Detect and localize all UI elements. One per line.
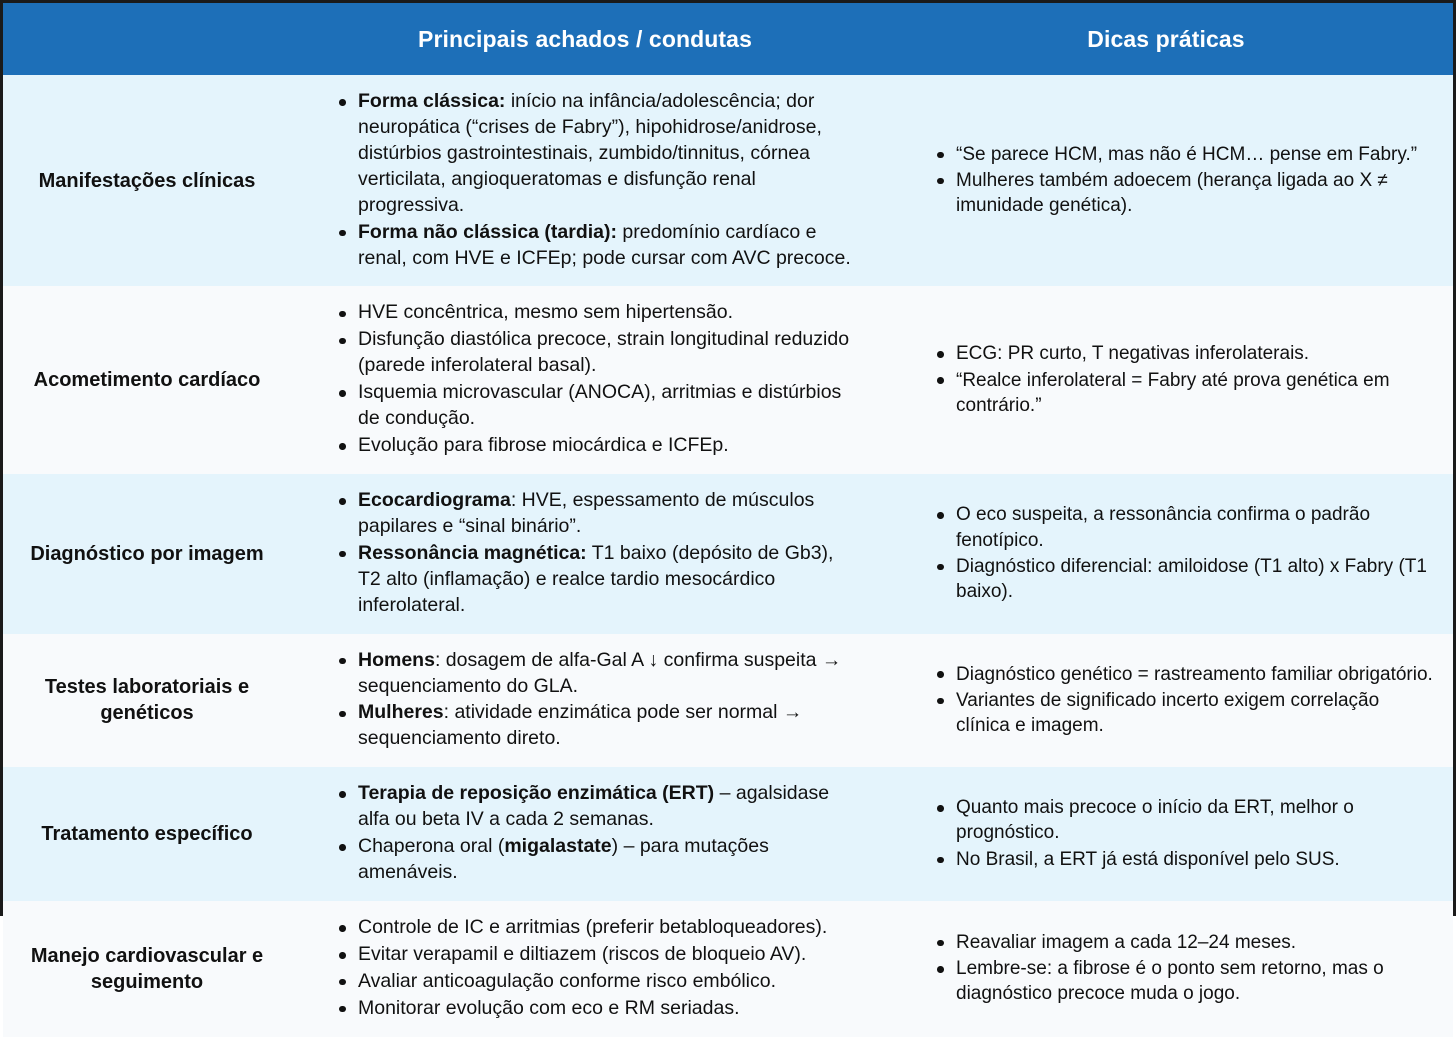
bullet-text: Reavaliar imagem a cada 12–24 meses. — [956, 931, 1297, 953]
bullet-text: ECG: PR curto, T negativas inferolaterais. — [956, 343, 1310, 365]
main-findings-list — [319, 781, 861, 886]
bullet-item — [937, 142, 1435, 167]
row-main-findings — [291, 634, 879, 768]
row-topic-label: Manifestações clínicas — [3, 75, 291, 286]
bullet-item — [339, 220, 861, 272]
column-header-topic — [3, 3, 291, 75]
bullet-text: : atividade enzimática pode ser normal → sequenciamento direto. — [358, 701, 803, 750]
row-practical-tips — [879, 286, 1453, 474]
main-findings-list — [319, 915, 861, 1022]
bullet-item — [339, 648, 861, 700]
bullet-item — [937, 502, 1435, 553]
bullet-text: : dosagem de alfa-Gal A ↓ confirma suspeita → sequenciamento do GLA. — [358, 648, 842, 697]
bullet-lead: Ressonância magnética: — [358, 541, 587, 564]
bullet-text: Diagnóstico genético = rastreamento familiar obrigatório. — [956, 663, 1433, 685]
bullet-item — [339, 488, 861, 540]
bullet-text: Lembre-se: a fibrose é o ponto sem retorno, mas o diagnóstico precoce muda o jogo. — [956, 958, 1384, 1005]
bullet-item — [339, 969, 861, 995]
bullet-text: início na infância/adolescência; dor neuropática (“crises de Fabry”), hipohidrose/anidrose, distúrbios gastrointestinais, zumbido/tinnitus, córnea verticilata, angioqueratomas e disfunção renal progressiva. — [358, 90, 822, 216]
bullet-text: Controle de IC e arritmias (preferir betabloqueadores). — [358, 915, 828, 938]
bullet-text: Chaperona oral (migalastate) – para mutações amenáveis. — [358, 835, 769, 884]
row-main-findings — [291, 901, 879, 1037]
bullet-item — [339, 915, 861, 941]
table-header — [3, 3, 1453, 75]
practical-tips-list — [917, 662, 1435, 739]
bullet-text: Monitorar evolução com eco e RM seriadas. — [358, 996, 740, 1019]
row-main-findings — [291, 474, 879, 634]
column-header-practical-tips: Dicas práticas — [879, 3, 1453, 75]
bullet-item — [339, 942, 861, 968]
bullet-text: – agalsidase alfa ou beta IV a cada 2 semanas. — [358, 782, 830, 831]
row-topic-label: Testes laboratoriais e genéticos — [3, 634, 291, 768]
bullet-item — [339, 433, 861, 459]
bullet-item — [339, 300, 861, 326]
bullet-item — [339, 781, 861, 833]
bullet-text: Evitar verapamil e diltiazem (riscos de bloqueio AV). — [358, 942, 807, 965]
bullet-text: Quanto mais precoce o início da ERT, melhor o prognóstico. — [956, 797, 1354, 844]
main-findings-list — [319, 89, 861, 271]
practical-tips-list — [917, 502, 1435, 604]
bullet-item — [937, 956, 1435, 1007]
bullet-item — [339, 89, 861, 219]
bullet-item — [937, 930, 1435, 955]
row-main-findings — [291, 75, 879, 286]
bullet-text: Diagnóstico diferencial: amiloidose (T1 alto) x Fabry (T1 baixo). — [956, 555, 1427, 603]
bullet-text: predomínio cardíaco e renal, com HVE e ICFEp; pode cursar com AVC precoce. — [358, 220, 851, 269]
bullet-lead: Forma clássica: — [358, 90, 506, 112]
row-practical-tips — [879, 901, 1453, 1037]
main-findings-list — [319, 648, 861, 753]
bullet-text: T1 baixo (depósito de Gb3), T2 alto (inflamação) e realce tardio mesocárdico inferolateral. — [358, 541, 834, 616]
comparison-table — [3, 3, 1453, 1037]
bullet-lead: Ecocardiograma — [358, 488, 511, 511]
bullet-text: HVE concêntrica, mesmo sem hipertensão. — [358, 301, 733, 324]
main-findings-list — [319, 488, 861, 619]
table-row — [3, 474, 1453, 634]
row-topic-label: Diagnóstico por imagem — [3, 474, 291, 634]
practical-tips-list — [917, 930, 1435, 1007]
row-topic-label: Acometimento cardíaco — [3, 286, 291, 474]
table-row — [3, 75, 1453, 286]
practical-tips-list — [917, 142, 1435, 219]
table-row — [3, 767, 1453, 901]
main-findings-list — [319, 300, 861, 459]
table-body — [3, 75, 1453, 1037]
bullet-text: O eco suspeita, a ressonância confirma o padrão fenotípico. — [956, 504, 1371, 551]
bullet-text: Avaliar anticoagulação conforme risco embólico. — [358, 969, 777, 992]
bullet-lead: Forma não clássica (tardia): — [358, 220, 618, 243]
bullet-item — [339, 996, 861, 1022]
row-practical-tips — [879, 767, 1453, 901]
row-practical-tips — [879, 75, 1453, 286]
table-row — [3, 634, 1453, 768]
bullet-item — [339, 834, 861, 886]
bullet-lead: Homens — [358, 648, 435, 671]
bullet-text: “Se parece HCM, mas não é HCM… pense em Fabry.” — [956, 143, 1418, 165]
bullet-item — [937, 688, 1435, 739]
bullet-text: Isquemia microvascular (ANOCA), arritmias e distúrbios de condução. — [358, 381, 842, 430]
bullet-item — [937, 795, 1435, 846]
bullet-item — [339, 327, 861, 379]
bullet-text: Mulheres também adoecem (herança ligada ao X ≠ imunidade genética). — [956, 170, 1388, 217]
bullet-item — [339, 700, 861, 752]
row-main-findings — [291, 286, 879, 474]
practical-tips-list — [917, 795, 1435, 872]
bullet-text: Variantes de significado incerto exigem correlação clínica e imagem. — [956, 689, 1380, 737]
row-practical-tips — [879, 474, 1453, 634]
table-row — [3, 901, 1453, 1037]
bullet-item — [937, 341, 1435, 366]
row-topic-label: Manejo cardiovascular e seguimento — [3, 901, 291, 1037]
row-topic-label: Tratamento específico — [3, 767, 291, 901]
bullet-item — [339, 380, 861, 432]
bullet-text: : HVE, espessamento de músculos papilares e “sinal binário”. — [358, 488, 815, 537]
practical-tips-list — [917, 341, 1435, 418]
bullet-lead: Mulheres — [358, 701, 444, 724]
bullet-text: Disfunção diastólica precoce, strain longitudinal reduzido (parede inferolateral basal). — [358, 328, 850, 377]
bullet-item — [339, 541, 861, 619]
table-row — [3, 286, 1453, 474]
bullet-lead: Terapia de reposição enzimática (ERT) — [358, 782, 715, 805]
row-main-findings — [291, 767, 879, 901]
bullet-item — [937, 662, 1435, 687]
column-header-main-findings: Principais achados / condutas — [291, 3, 879, 75]
bullet-item — [937, 168, 1435, 219]
bullet-item — [937, 368, 1435, 419]
bullet-item — [937, 847, 1435, 872]
bullet-text: “Realce inferolateral = Fabry até prova genética em contrário.” — [956, 369, 1390, 416]
bullet-text: Evolução para fibrose miocárdica e ICFEp. — [358, 434, 729, 457]
bullet-text: No Brasil, a ERT já está disponível pelo SUS. — [956, 848, 1340, 870]
bullet-item — [937, 554, 1435, 605]
header-row — [3, 3, 1453, 75]
row-practical-tips — [879, 634, 1453, 768]
